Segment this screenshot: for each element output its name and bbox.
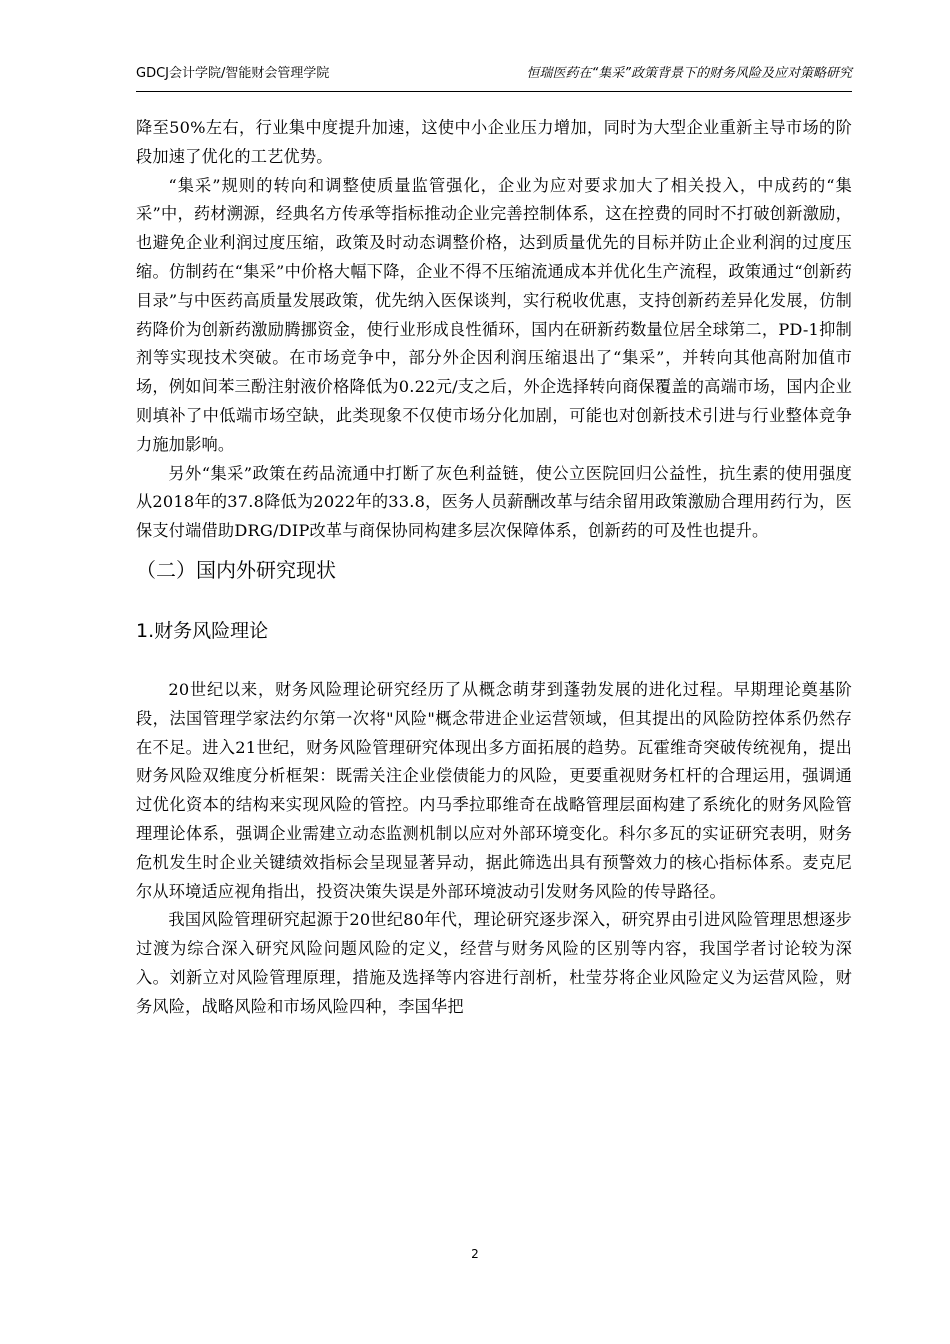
paragraph-policy-impact: “集采”规则的转向和调整使质量监管强化，企业为应对要求加大了相关投入，中成药的“集采”中，药材溯源，经典名方传承等指标推动企业完善控制体系，这在控费的同时不打破创新激励，也避免企业利润过度压缩，政策及时动态调整价格，达到质量优先的目标并防止企业利润的过度压缩。仿制药在“集采”中价格大幅下降，企业不得不压缩流通成本并优化生产流程，政策通过“创新药目录”与中医药高质量发展政策，优先纳入医保谈判，实行税收优惠，支持创新药差异化发展，仿制药降价为创新药激励腾挪资金，使行业形成良性循环，国内在研新药数量位居全球第二，PD-1抑制剂等实现技术突破。在市场竞争中，部分外企因利润压缩退出了“集采”，并转向其他高附加值市场，例如间苯三酚注射液价格降低为0.22元/支之后，外企选择转向商保覆盖的高端市场，国内企业则填补了中低端市场空缺，此类现象不仅使市场分化加剧，可能也对创新技术引进与行业整体竞争力施加影响。 [136, 175, 852, 454]
page-number: 2 [471, 1247, 479, 1261]
paragraph-domestic-research: 我国风险管理研究起源于20世纪80年代，理论研究逐步深入，研究界由引进风险管理思想逐步过渡为综合深入研究风险问题风险的定义，经营与财务风险的区别等内容，我国学者讨论较为深入。刘新立对风险管理原理，措施及选择等内容进行剖析，杜莹芬将企业风险定义为运营风险，财务风险，战略风险和市场风险四种，李国华把 [136, 910, 852, 1016]
header-title: 恒瑞医药在“集采”政策背景下的财务风险及应对策略研究 [526, 66, 852, 81]
body-text [136, 114, 852, 1022]
running-header [136, 63, 852, 85]
paragraph-foreign-research: 20世纪以来，财务风险理论研究经历了从概念萌芽到蓬勃发展的进化过程。早期理论奠基阶段，法国管理学家法约尔第一次将"风险"概念带进企业运营领域，但其提出的风险防控体系仍然存在不足。进入21世纪，财务风险管理研究体现出多方面拓展的趋势。瓦霍维奇突破传统视角，提出财务风险双维度分析框架：既需关注企业偿债能力的风险，更要重视财务杠杆的合理运用，强调通过优化资本的结构来实现风险的管控。内马季拉耶维奇在战略管理层面构建了系统化的财务风险管理理论体系，强调企业需建立动态监测机制以应对外部环境变化。科尔多瓦的实证研究表明，财务危机发生时企业关键绩效指标会呈现显著异动，据此筛选出具有预警效力的核心指标体系。麦克尼尔从环境适应视角指出，投资决策失误是外部环境波动引发财务风险的传导路径。 [136, 679, 852, 901]
section-heading: （二）国内外研究现状 [136, 557, 336, 582]
paragraph-continued: 降至50%左右，行业集中度提升加速，这使中小企业压力增加，同时为大型企业重新主导市场的阶段加速了优化的工艺优势。 [136, 118, 852, 166]
paragraph-distribution: 另外“集采”政策在药品流通中打断了灰色利益链，使公立医院回归公益性，抗生素的使用强度从2018年的37.8降低为2022年的33.8，医务人员薪酬改革与结余留用政策激励合理用药行为，医保支付端借助DRG/DIP改革与商保协同构建多层次保障体系，创新药的可及性也提升。 [136, 463, 852, 541]
header-rule [136, 91, 852, 92]
header-institution: GDCJ会计学院/智能财会管理学院 [136, 66, 330, 81]
subsection-heading: 1.财务风险理论 [136, 619, 269, 642]
